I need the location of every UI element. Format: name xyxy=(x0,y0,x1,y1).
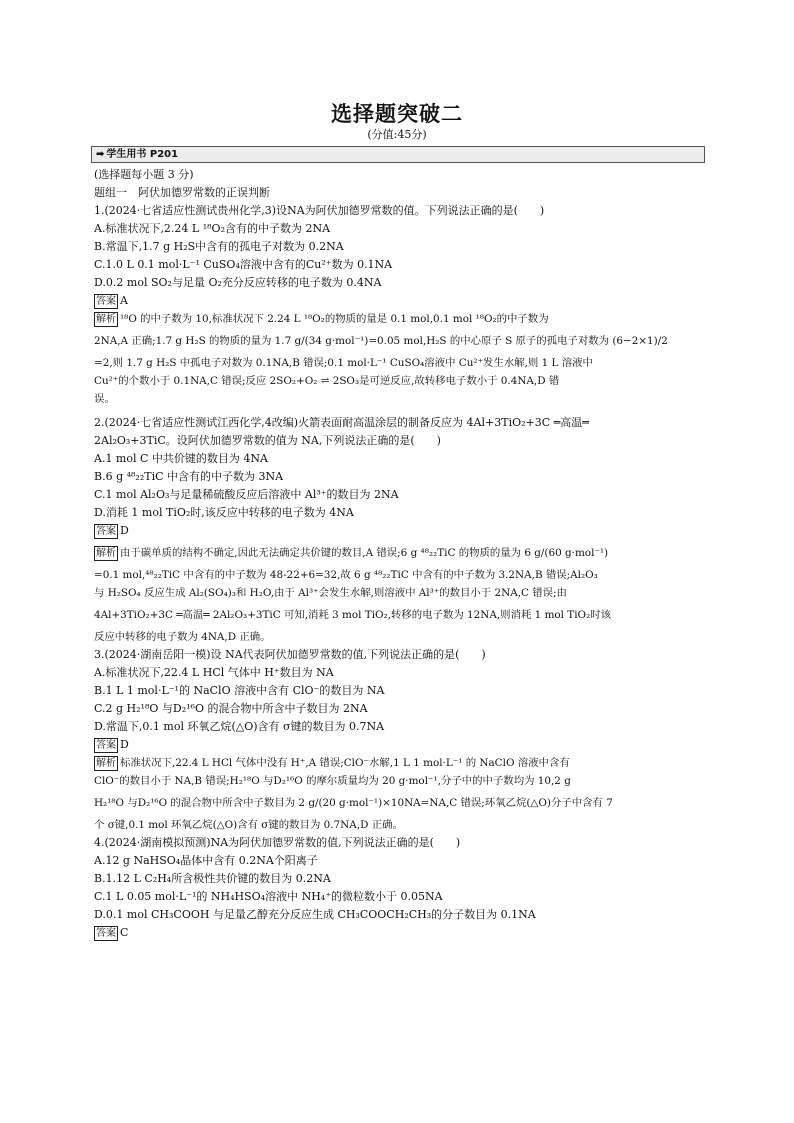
analysis-tag: 解析 xyxy=(96,547,116,559)
answer-row xyxy=(94,736,706,754)
question-stem: 3.(2024·湖南岳阳一模)设 NA代表阿伏加德罗常数的值,下列说法正确的是( ) xyxy=(94,648,486,661)
question-stem: 1.(2024·七省适应性测试贵州化学,3)设NA为阿伏加德罗常数的值。下列说法正确的是( ) xyxy=(94,204,545,217)
explanation-line: 解析 ¹⁸O 的中子数为 10,标准状况下 2.24 L ¹⁸O₂的物质的量是 0.1 mol,0.1 mol ¹⁸O₂的中子数为 xyxy=(96,313,549,325)
option-d: D.消耗 1 mol TiO₂时,该反应中转移的电子数为 4NA xyxy=(94,506,354,519)
answer-row xyxy=(94,292,706,310)
option-b: B.常温下,1.7 g H₂S中含有的孤电子对数为 0.2NA xyxy=(94,240,344,253)
answer-tag: 答案 xyxy=(96,739,116,751)
explanation-line: 解析 由于碳单质的结构不确定,因此无法确定共价键的数目,A 错误;6 g ⁴⁸₂₂TiC 的物质的量为 6 g/(60 g·mol⁻¹) xyxy=(96,547,609,559)
option-c: C.1 mol Al₂O₃与足量稀硫酸反应后溶液中 Al³⁺的数目为 2NA xyxy=(94,488,399,501)
answer-value: C xyxy=(120,926,129,939)
answer-value: D xyxy=(120,738,129,751)
answer-row xyxy=(94,924,706,942)
option-c: C.2 g H₂¹⁸O 与D₂¹⁶O 的混合物中所含中子数目为 2NA xyxy=(94,702,368,715)
option-d: D.常温下,0.1 mol 环氧乙烷(△O)含有 σ键的数目为 0.7NA xyxy=(94,720,385,733)
option-a: A.标准状况下,22.4 L HCl 气体中 H⁺数目为 NA xyxy=(94,666,334,679)
page-title: 选择题突破二 xyxy=(331,102,463,126)
score-subtitle: (分值:45分) xyxy=(367,128,427,141)
answer-value: A xyxy=(120,294,128,307)
explanation-line: =0.1 mol,⁴⁸₂₂TiC 中含有的中子数为 48-22+6=32,故 6 g ⁴⁸₂₂TiC 中含有的中子数为 3.2NA,B 错误;Al₂O₃ xyxy=(94,569,598,581)
question-content xyxy=(94,166,706,942)
explanation-line: 个 σ键,0.1 mol 环氧乙烷(△O)含有 σ键的数目为 0.7NA,D 正确。 xyxy=(94,819,403,831)
question-stem: 2Al₂O₃+3TiC。设阿伏加德罗常数的值为 NA,下列说法正确的是( ) xyxy=(94,434,441,447)
explanation-line: 2NA,A 正确;1.7 g H₂S 的物质的量为 1.7 g/(34 g·mol⁻¹)=0.05 mol,H₂S 的中心原子 S 原子的孤电子对数为 (6−2×1)/2 xyxy=(94,335,668,347)
explanation-line: 4Al+3TiO₂+3C ═高温═ 2Al₂O₃+3TiC 可知,消耗 3 mol TiO₂,转移的电子数为 12NA,则消耗 1 mol TiO₂时该 xyxy=(94,609,612,621)
explanation-line: =2,则 1.7 g H₂S 中孤电子对数为 0.1NA,B 错误;0.1 mol·L⁻¹ CuSO₄溶液中 Cu²⁺发生水解,则 1 L 溶液中 xyxy=(94,357,593,369)
explanation-line: 反应中转移的电子数为 4NA,D 正确。 xyxy=(94,631,271,643)
option-c: C.1.0 L 0.1 mol·L⁻¹ CuSO₄溶液中含有的Cu²⁺数为 0.1NA xyxy=(94,258,393,271)
answer-tag: 答案 xyxy=(96,525,116,537)
option-d: D.0.1 mol CH₃COOH 与足量乙醇充分反应生成 CH₃COOCH₂CH₃的分子数目为 0.1NA xyxy=(94,908,536,921)
question-4 xyxy=(94,834,706,942)
group-heading: 题组一 阿伏加德罗常数的正误判断 xyxy=(94,186,270,199)
question-1 xyxy=(94,202,706,408)
explanation-line: ClO⁻的数目小于 NA,B 错误;H₂¹⁸O 与D₂¹⁶O 的摩尔质量均为 20 g·mol⁻¹,分子中的中子数均为 10,2 g xyxy=(94,775,571,787)
score-note: (选择题每小题 3 分) xyxy=(94,168,194,181)
explanation-line: 误。 xyxy=(94,393,115,405)
explanation-line: 解析 标准状况下,22.4 L HCl 气体中没有 H⁺,A 错误;ClO⁻水解,1 L 1 mol·L⁻¹ 的 NaClO 溶液中含有 xyxy=(96,757,570,769)
analysis-tag: 解析 xyxy=(96,757,116,769)
option-c: C.1 L 0.05 mol·L⁻¹的 NH₄HSO₄溶液中 NH₄⁺的微粒数小于 0.05NA xyxy=(94,890,443,903)
explanation-line: H₂¹⁸O 与D₂¹⁶O 的混合物中所含中子数目为 2 g/(20 g·mol⁻¹)×10NA=NA,C 错误;环氧乙烷(△O)分子中含有 7 xyxy=(94,797,613,809)
answer-tag: 答案 xyxy=(96,295,116,307)
textbook-reference-bar xyxy=(91,146,705,163)
option-a: A.12 g NaHSO₄晶体中含有 0.2NA个阳离子 xyxy=(94,854,318,867)
question-stem: 4.(2024·湖南模拟预测)NA为阿伏加德罗常数的值,下列说法正确的是( ) xyxy=(94,836,461,849)
answer-value: D xyxy=(120,524,129,537)
option-b: B.1.12 L C₂H₄所含极性共价键的数目为 0.2NA xyxy=(94,872,331,885)
option-d: D.0.2 mol SO₂与足量 O₂充分反应转移的电子数为 0.4NA xyxy=(94,276,382,289)
arrow-right-icon: ➡ xyxy=(96,149,105,160)
explanation-line: Cu²⁺的个数小于 0.1NA,C 错误;反应 2SO₂+O₂ ⇌ 2SO₃是可逆反应,故转移电子数小于 0.4NA,D 错 xyxy=(94,375,560,387)
explanation-line: 与 H₂SO₄ 反应生成 Al₂(SO₄)₃和 H₂O,由于 Al³⁺会发生水解,则溶液中 Al³⁺的数目小于 2NA,C 错误;由 xyxy=(94,587,567,599)
option-a: A.1 mol C 中共价键的数目为 4NA xyxy=(94,452,268,465)
answer-row xyxy=(94,522,706,540)
option-b: B.6 g ⁴⁸₂₂TiC 中含有的中子数为 3NA xyxy=(94,470,284,483)
option-a: A.标准状况下,2.24 L ¹⁸O₂含有的中子数为 2NA xyxy=(94,222,331,235)
option-b: B.1 L 1 mol·L⁻¹的 NaClO 溶液中含有 ClO⁻的数目为 NA xyxy=(94,684,385,697)
question-2 xyxy=(94,414,706,646)
analysis-tag: 解析 xyxy=(96,313,116,325)
textbook-reference-label: 学生用书 P201 xyxy=(106,149,179,160)
answer-tag: 答案 xyxy=(96,927,116,939)
question-stem: 2.(2024·七省适应性测试江西化学,4改编)火箭表面耐高温涂层的制备反应为 4Al+3TiO₂+3C ═高温═ xyxy=(94,416,589,429)
question-3 xyxy=(94,646,706,834)
